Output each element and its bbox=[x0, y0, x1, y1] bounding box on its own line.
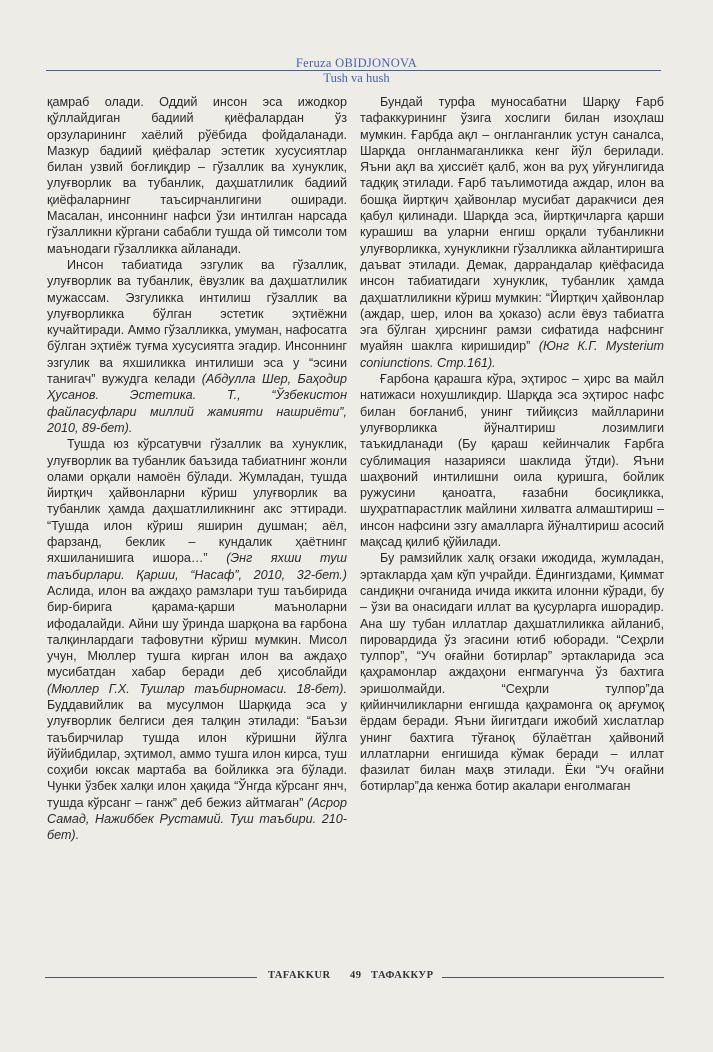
paragraph-text: Буддавийлик ва мусулмон Шарқида эса у улуғворлик белгиси дея талқин этилади: “Баъзи таъбирчилар тушда илон кўришни йўлга йўйибдилар, эҳтимол, аммо тушга илон кирса, туш соҳиби юксак мартаба ва бойликка эга бўлади. Чунки ўзбек халқи илон ҳақида “Ўнгда кўрсанг янч, тушда кўрсанг – ганж” деб бежиз айтмаган” bbox=[47, 697, 347, 810]
text-column-right bbox=[360, 94, 664, 795]
citation: (Мюллер Г.Х. Тушлар таъбирномаси. 18-бет). bbox=[47, 681, 347, 696]
paragraph-text: Инсон табиатида эзгулик ва гўзаллик, улуғворлик ва тубанлик, ёвузлик ва даҳшатлилик мужассам. Эзгуликка интилиш гўзаллик ва улуғворликка бўлган эстетик эҳтиёжни кучайтиради. Аммо гўзалликка, умуман, нафосатга бўлган эҳтиёж туғма хусусиятга эгадир. Инсоннинг эзгулик ва яхшиликка интилиши эса у “эсини танигач” вужудга келади bbox=[47, 257, 347, 387]
header-divider bbox=[46, 70, 661, 71]
text-column-left bbox=[47, 94, 347, 844]
paragraph-text: қамраб олади. Оддий инсон эса ижодкор қўллайдиган бадиий қиёфалардан ўз орзуларининг хаёлий рўёбида фойдаланади. Мазкур бадиий қиёфалар эстетик хусусиятлар билан узвий боғлиқдир – гўзаллик ва хунуклик, улуғворлик ва тубанлик, даҳшатлилик бадиий қиёфаларнинг таъсирчанлигини оширади. Масалан, инсоннинг нафси ўзи интилган нарсада гўзалликни кўргани сабабли тушда ой тимсоли том маънодаги гўзалликка айланади. bbox=[47, 95, 347, 256]
footer-rule-right bbox=[442, 977, 664, 978]
paragraph bbox=[47, 257, 347, 436]
footer-journal-cyrillic: ТАФАККУР bbox=[371, 970, 434, 981]
paragraph-text: Тушда юз кўрсатувчи гўзаллик ва хунуклик, улуғворлик ва тубанлик баъзида табиатнинг жонли олами орқали намоён бўлади. Жумладан, тушда йиртқич ҳайвонларни кўриш улуғворлик ва тубанлик ҳамда даҳшатлиликнинг акс эттиради. “Тушда илон кўриш яширин душман; аёл, фарзанд, беклик – кундалик ҳаётнинг яхшиланишига ишора…” bbox=[47, 437, 347, 566]
footer-journal-latin: TAFAKKUR bbox=[268, 970, 331, 981]
paragraph-text: Бундай турфа муносабатни Шарқу Ғарб тафаккурининг ўзига хослиги билан изоҳлаш мумкин. Ғарбда ақл – онгланганлик устун саналса, Шарқда онгланмаганликка кенг йўл берилади. Яъни ақл ва ҳиссиёт қалб, жон ва руҳ уйғунлигида тадқиқ этилади. Ғарб таълимотида аждар, илон ва бошқа йиртқич ҳайвонлар мусибат даракчиси дея қабул қилинади. Шарқда эса, йиртқичларга қарши курашиш ва уларни енгиш орқали тубанликни улуғворликка, хунукликни гўзалликка айлантиришга даъват этилади. Демак, даррандалар қиёфасида инсон табиатидаги хунуклик, тубанлик ҳамда даҳшатлиликни кўриш мумкин: “Йиртқич ҳайвонлар (аждар, шер, илон ва ҳоказо) асли ёвуз табиатга эга бўлган ҳирснинг рамзи сифатида нафснинг муайян шаклга киришидир” bbox=[360, 95, 664, 354]
paragraph-text: Бу рамзийлик халқ оғзаки ижодида, жумладан, эртакларда ҳам кўп учрайди. Ёдингиздами, Қиммат сандиқни очганида ичида иккита илонни кўради, бу – ўзи ва онасидаги иллат ва қусурларга ишорадир. Ана шу тубан иллатлар даҳшатлиликка айланиб, пировардида ўз эгасини ютиб юборади. “Сеҳрли тулпор”, “Уч оғайни ботирлар” эртакларида эса қаҳрамонлар аждаҳони енгмагунча ўз бахтига эришолмайди. “Сеҳрли тулпор”да қийинчиликларни енгишда қаҳрамонга оқ арғумоқ ёрдам беради. Яъни йигитдаги ижобий хислатлар унинг бахтига тўғаноқ бўлаётган ҳайвоний иллатларни енгишида кўмак беради – иллат фазилат билан маҳв этилади. Ёки “Уч оғайни ботирлар”да кенжа ботир акалари енголмаган bbox=[360, 551, 664, 794]
paragraph bbox=[47, 94, 347, 257]
header-author: Feruza OBIDJONOVA bbox=[295, 56, 418, 70]
paragraph bbox=[360, 550, 664, 794]
citation: (Абдулла Шер, Баҳодир Ҳусанов. Эстетика. Т., “Ўзбекистон файласуфлари миллий жамияти нашриёти”, 2010, 89-бет). bbox=[47, 372, 347, 435]
page-number: 49 bbox=[350, 970, 362, 981]
paragraph-text: Ғарбона қарашга кўра, эҳтирос – ҳирс ва майл натижаси нохушликдир. Шарқда эса эҳтирос нафс билан боғланиб, унинг тийиқсиз майлларини улуғворликка йўналтириш лозимлиги таъкидланади (Бу қараш кейинчалик Ғарбга сублимация назарияси шаклида ўтди). Яъни шаҳвоний интилишни оила қуришга, бойлик ружусини қаноатга, ғазабни босиқликка, шуҳратпарастлик майлини хилватга алмаштириш – инсон нафсини эзгу амалларга йўналтириш асосий мақсад қилиб қўйилади. bbox=[360, 372, 664, 550]
citation: (Юнг К.Г. Mysterium coniunctions. Стр.161). bbox=[360, 339, 665, 370]
running-footer bbox=[0, 969, 713, 985]
citation: (Энг яхши туш таъбирлари. Қарши, “Насаф”, 2010, 32-бет.) bbox=[47, 551, 347, 582]
header-title: Tush va hush bbox=[323, 71, 390, 85]
paragraph-text: Аслида, илон ва аждаҳо рамзлари туш таъбирида бир-бирига қарама-қарши маъноларни ифодалайди. Айни шу ўринда шарқона ва ғарбона талқинлардаги тафовутни кўриш мумкин. Мисол учун, Мюллер тушга кирган илон ва аждаҳо мусибатдан хабар беради деб ҳисоблайди bbox=[47, 583, 347, 680]
citation: (Асрор Самад, Нажиббек Рустамий. Туш таъбири. 210-бет). bbox=[47, 795, 347, 843]
footer-rule-left bbox=[45, 977, 257, 978]
paragraph bbox=[47, 436, 347, 843]
paragraph bbox=[360, 94, 664, 371]
paragraph bbox=[360, 371, 664, 550]
